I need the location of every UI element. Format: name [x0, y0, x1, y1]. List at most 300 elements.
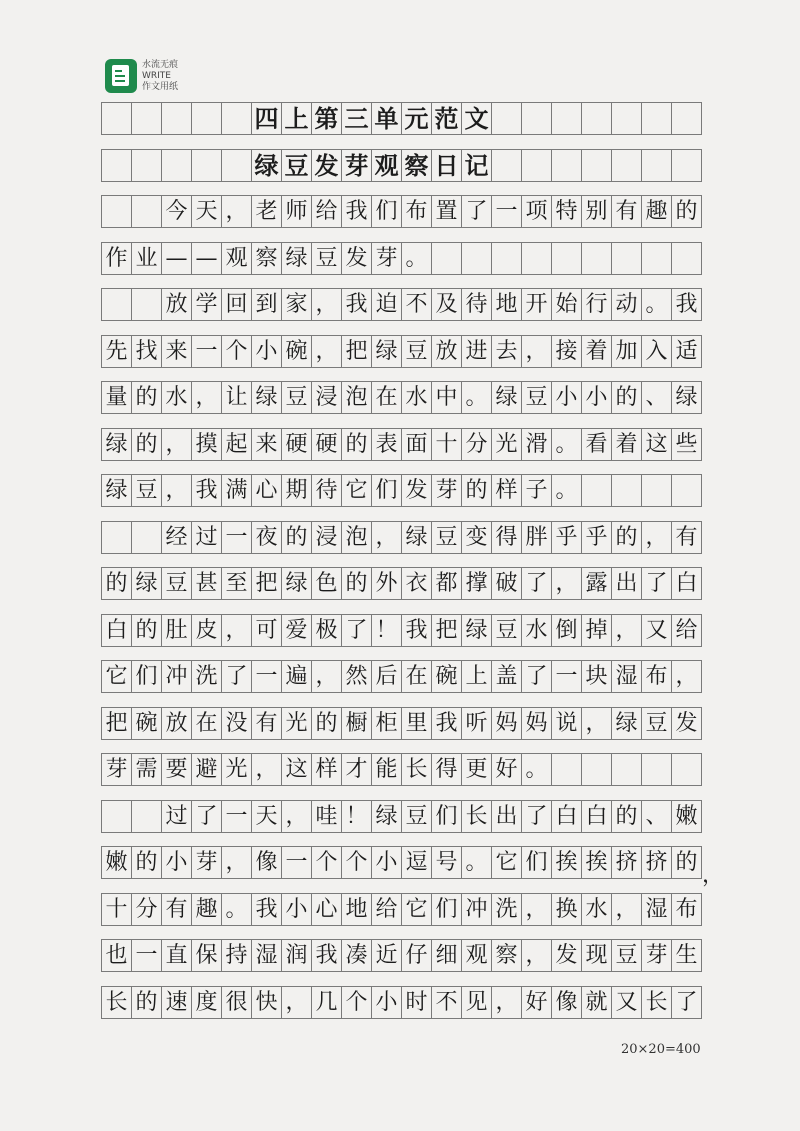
grid-cell: 就 [582, 987, 612, 1018]
grid-cell: 听 [462, 708, 492, 739]
grid-cell: 冲 [162, 661, 192, 692]
grid-cell: ， [642, 522, 672, 553]
grid-cell: 单 [372, 103, 402, 134]
grid-cell: 我 [672, 289, 702, 320]
grid-cell: 一 [282, 847, 312, 878]
grid-cell: 置 [432, 196, 462, 227]
grid-cell: ， [312, 336, 342, 367]
title-row [101, 149, 702, 182]
grid-cell: 盖 [492, 661, 522, 692]
grid-cell: 湿 [252, 940, 282, 971]
brand-logo [105, 59, 178, 93]
grid-cell: ！ [372, 615, 402, 646]
grid-cell: ， [522, 336, 552, 367]
grid-cell: 接 [552, 336, 582, 367]
grid-cell: 里 [402, 708, 432, 739]
grid-cell: ， [552, 568, 582, 599]
grid-cell: 我 [402, 615, 432, 646]
grid-row [101, 428, 702, 461]
grid-cell [132, 150, 162, 181]
grid-cell: 块 [582, 661, 612, 692]
grid-cell: 中 [432, 382, 462, 413]
grid-cell: 像 [552, 987, 582, 1018]
grid-cell: 芽 [432, 475, 462, 506]
grid-cell: 今 [162, 196, 192, 227]
grid-cell: 我 [312, 940, 342, 971]
grid-cell: 给 [312, 196, 342, 227]
grid-cell: ， [312, 661, 342, 692]
grid-cell: 有 [162, 894, 192, 925]
grid-cell: 我 [432, 708, 462, 739]
grid-cell: 的 [612, 382, 642, 413]
grid-cell: 。 [642, 289, 672, 320]
grid-cell: 芽 [342, 150, 372, 181]
grid-cell [492, 103, 522, 134]
grid-row [101, 381, 702, 414]
grid-cell: 布 [672, 894, 702, 925]
grid-cell [102, 522, 132, 553]
grid-cell: 现 [582, 940, 612, 971]
grid-cell: 。 [462, 847, 492, 878]
grid-cell: 碗 [432, 661, 462, 692]
grid-cell: 天 [192, 196, 222, 227]
grid-cell [552, 243, 582, 274]
grid-cell: ， [612, 615, 642, 646]
grid-cell: 豆 [402, 336, 432, 367]
grid-cell: 绿 [462, 615, 492, 646]
grid-cell: 。 [222, 894, 252, 925]
grid-cell: 适 [672, 336, 702, 367]
grid-cell: 个 [342, 847, 372, 878]
grid-cell: 天 [252, 801, 282, 832]
grid-cell: 绿 [282, 568, 312, 599]
grid-cell: 夜 [252, 522, 282, 553]
grid-cell: 给 [672, 615, 702, 646]
grid-cell: ， [192, 382, 222, 413]
grid-cell: 出 [612, 568, 642, 599]
grid-cell: ， [222, 615, 252, 646]
grid-cell: 过 [162, 801, 192, 832]
grid-row [101, 195, 702, 228]
grid-cell: 浸 [312, 382, 342, 413]
grid-cell: 生 [672, 940, 702, 971]
grid-cell: 这 [282, 754, 312, 785]
grid-cell: 泡 [342, 382, 372, 413]
grid-cell: 学 [192, 289, 222, 320]
grid-cell: 芽 [642, 940, 672, 971]
grid-cell: 豆 [492, 615, 522, 646]
grid-count-footer: 20×20=400 [621, 1042, 701, 1057]
grid-cell: 碗 [132, 708, 162, 739]
grid-cell: 的 [282, 522, 312, 553]
grid-cell: 了 [672, 987, 702, 1018]
grid-cell: 皮 [192, 615, 222, 646]
grid-row [101, 986, 702, 1019]
grid-cell: 然 [342, 661, 372, 692]
grid-row [101, 846, 702, 879]
grid-cell: 水 [582, 894, 612, 925]
grid-cell: 时 [402, 987, 432, 1018]
grid-cell: 快 [252, 987, 282, 1018]
grid-cell: — [192, 243, 222, 274]
grid-cell [102, 150, 132, 181]
grid-cell: 观 [372, 150, 402, 181]
grid-cell: 几 [312, 987, 342, 1018]
grid-cell: 它 [102, 661, 132, 692]
grid-cell: 了 [342, 615, 372, 646]
grid-cell: 水 [162, 382, 192, 413]
grid-cell: 样 [492, 475, 522, 506]
grid-cell [492, 150, 522, 181]
grid-cell [522, 150, 552, 181]
grid-cell: 豆 [642, 708, 672, 739]
grid-cell: 豆 [132, 475, 162, 506]
grid-cell: 不 [402, 289, 432, 320]
grid-cell: 及 [432, 289, 462, 320]
grid-cell: 哇 [312, 801, 342, 832]
grid-cell: 表 [372, 429, 402, 460]
grid-cell: 长 [402, 754, 432, 785]
grid-cell: 们 [372, 475, 402, 506]
grid-cell: 些 [672, 429, 702, 460]
grid-cell: 入 [642, 336, 672, 367]
grid-cell: 光 [282, 708, 312, 739]
grid-cell: ， [282, 987, 312, 1018]
grid-cell: 好 [522, 987, 552, 1018]
grid-cell: 的 [132, 987, 162, 1018]
grid-cell: ， [522, 940, 552, 971]
grid-cell: 观 [462, 940, 492, 971]
grid-cell: 得 [432, 754, 462, 785]
grid-cell [192, 103, 222, 134]
grid-cell: 元 [402, 103, 432, 134]
grid-cell: 项 [522, 196, 552, 227]
grid-cell: 长 [102, 987, 132, 1018]
grid-cell: 布 [402, 196, 432, 227]
grid-cell: 察 [402, 150, 432, 181]
grid-cell: 察 [492, 940, 522, 971]
grid-cell: 第 [312, 103, 342, 134]
grid-cell: 近 [372, 940, 402, 971]
grid-cell: 待 [312, 475, 342, 506]
grid-cell [132, 103, 162, 134]
grid-cell: 发 [312, 150, 342, 181]
grid-cell: ， [492, 987, 522, 1018]
grid-cell: 记 [462, 150, 492, 181]
grid-cell: 一 [192, 336, 222, 367]
grid-cell [612, 103, 642, 134]
grid-cell [162, 150, 192, 181]
grid-cell: 满 [222, 475, 252, 506]
grid-cell: 。 [462, 382, 492, 413]
grid-cell: 又 [642, 615, 672, 646]
grid-cell: ， [522, 894, 552, 925]
grid-cell: 的 [312, 708, 342, 739]
grid-cell: ， [222, 847, 252, 878]
grid-cell: 范 [432, 103, 462, 134]
grid-cell: 绿 [672, 382, 702, 413]
grid-cell: 我 [252, 894, 282, 925]
grid-cell [132, 289, 162, 320]
grid-cell: 好 [492, 754, 522, 785]
grid-cell: 这 [642, 429, 672, 460]
grid-cell: 妈 [522, 708, 552, 739]
grid-cell: 发 [402, 475, 432, 506]
grid-row [101, 288, 702, 321]
grid-cell: 来 [162, 336, 192, 367]
grid-cell [612, 754, 642, 785]
grid-row [101, 614, 702, 647]
grid-cell: 至 [222, 568, 252, 599]
grid-cell: 绿 [492, 382, 522, 413]
grid-cell: 加 [612, 336, 642, 367]
grid-cell: 硬 [312, 429, 342, 460]
grid-cell: 四 [252, 103, 282, 134]
grid-cell [432, 243, 462, 274]
grid-cell: 嫩 [102, 847, 132, 878]
grid-cell: ， [372, 522, 402, 553]
grid-cell: 了 [642, 568, 672, 599]
grid-cell: 量 [102, 382, 132, 413]
grid-cell: 业 [132, 243, 162, 274]
grid-cell: 样 [312, 754, 342, 785]
grid-row [101, 335, 702, 368]
grid-cell: 小 [162, 847, 192, 878]
grid-cell: 心 [252, 475, 282, 506]
brand-text [142, 60, 178, 93]
grid-row [101, 660, 702, 693]
grid-cell: 在 [192, 708, 222, 739]
grid-cell: 迫 [372, 289, 402, 320]
grid-cell: 水 [522, 615, 552, 646]
grid-cell: 一 [252, 661, 282, 692]
grid-cell: ， [672, 661, 702, 692]
grid-cell: 看 [582, 429, 612, 460]
grid-cell: 绿 [612, 708, 642, 739]
grid-cell: 们 [132, 661, 162, 692]
notebook-icon [105, 59, 137, 93]
grid-cell: 的 [342, 568, 372, 599]
grid-cell: — [162, 243, 192, 274]
grid-cell: 摸 [192, 429, 222, 460]
grid-cell: 面 [402, 429, 432, 460]
title-row [101, 102, 702, 135]
grid-cell: 说 [552, 708, 582, 739]
grid-cell: 光 [492, 429, 522, 460]
grid-cell: 经 [162, 522, 192, 553]
grid-cell: 了 [192, 801, 222, 832]
grid-cell: 个 [342, 987, 372, 1018]
grid-cell: 芽 [192, 847, 222, 878]
grid-cell: 逗 [402, 847, 432, 878]
grid-cell: 洗 [192, 661, 222, 692]
grid-cell: 开 [522, 289, 552, 320]
grid-cell: 要 [162, 754, 192, 785]
grid-cell: 豆 [282, 382, 312, 413]
grid-cell: 白 [552, 801, 582, 832]
grid-cell: 有 [612, 196, 642, 227]
grid-cell: 放 [432, 336, 462, 367]
grid-cell: 放 [162, 289, 192, 320]
grid-cell: 度 [192, 987, 222, 1018]
grid-cell: 绿 [282, 243, 312, 274]
grid-cell: 着 [582, 336, 612, 367]
grid-cell: 十 [432, 429, 462, 460]
grid-cell: 放 [162, 708, 192, 739]
grid-cell: 湿 [612, 661, 642, 692]
grid-cell: 分 [132, 894, 162, 925]
grid-cell: 一 [132, 940, 162, 971]
grid-cell [102, 289, 132, 320]
grid-cell: 避 [192, 754, 222, 785]
grid-cell: 了 [522, 661, 552, 692]
grid-cell: 找 [132, 336, 162, 367]
grid-cell: 挤 [612, 847, 642, 878]
grid-cell: 保 [192, 940, 222, 971]
grid-cell: 家 [282, 289, 312, 320]
grid-cell: 长 [462, 801, 492, 832]
grid-cell: 的 [462, 475, 492, 506]
grid-cell: 碗 [282, 336, 312, 367]
grid-cell: 文 [462, 103, 492, 134]
grid-cell: 乎 [582, 522, 612, 553]
grid-cell: 破 [492, 568, 522, 599]
grid-cell: 三 [342, 103, 372, 134]
grid-cell: 着 [612, 429, 642, 460]
grid-cell: 发 [672, 708, 702, 739]
grid-cell: 、 [642, 801, 672, 832]
overflow-punctuation: ， [702, 863, 725, 888]
grid-cell: 个 [312, 847, 342, 878]
grid-cell: ， [252, 754, 282, 785]
grid-cell: 冲 [462, 894, 492, 925]
grid-cell: 挨 [552, 847, 582, 878]
grid-cell: 了 [462, 196, 492, 227]
brand-name-cn: 水流无痕 [142, 59, 179, 70]
grid-cell: 小 [282, 894, 312, 925]
grid-cell: 嫩 [672, 801, 702, 832]
grid-cell: 日 [432, 150, 462, 181]
grid-cell: 让 [222, 382, 252, 413]
grid-cell: 发 [552, 940, 582, 971]
grid-cell: 绿 [132, 568, 162, 599]
grid-cell: 我 [342, 289, 372, 320]
grid-cell [492, 243, 522, 274]
grid-cell: 布 [642, 661, 672, 692]
grid-row [101, 521, 702, 554]
grid-cell: 在 [372, 382, 402, 413]
grid-cell [672, 475, 702, 506]
grid-cell: 。 [522, 754, 552, 785]
grid-cell: 绿 [102, 429, 132, 460]
grid-cell: 柜 [372, 708, 402, 739]
grid-cell: 湿 [642, 894, 672, 925]
grid-cell: 们 [372, 196, 402, 227]
grid-cell [522, 103, 552, 134]
grid-cell: 极 [312, 615, 342, 646]
grid-row [101, 800, 702, 833]
grid-cell: 发 [342, 243, 372, 274]
grid-cell: 个 [222, 336, 252, 367]
grid-cell [582, 754, 612, 785]
grid-cell [642, 475, 672, 506]
grid-cell: 们 [522, 847, 552, 878]
grid-cell: 外 [372, 568, 402, 599]
grid-cell [612, 243, 642, 274]
grid-cell: 的 [132, 615, 162, 646]
grid-cell: 的 [612, 522, 642, 553]
grid-cell: 遍 [282, 661, 312, 692]
grid-cell: 小 [582, 382, 612, 413]
grid-cell: 别 [582, 196, 612, 227]
grid-cell: ， [222, 196, 252, 227]
grid-cell: 在 [402, 661, 432, 692]
grid-cell [582, 243, 612, 274]
grid-cell: 趣 [642, 196, 672, 227]
grid-cell: 老 [252, 196, 282, 227]
grid-cell: 润 [282, 940, 312, 971]
grid-cell: 豆 [612, 940, 642, 971]
grid-row [101, 567, 702, 600]
grid-cell: 一 [552, 661, 582, 692]
grid-cell: 们 [432, 894, 462, 925]
grid-cell: 撑 [462, 568, 492, 599]
grid-cell: 变 [462, 522, 492, 553]
grid-cell [582, 103, 612, 134]
grid-cell: 掉 [582, 615, 612, 646]
grid-cell: 水 [402, 382, 432, 413]
grid-cell: ， [162, 429, 192, 460]
grid-cell: 的 [672, 847, 702, 878]
grid-cell: 小 [552, 382, 582, 413]
grid-cell: 都 [432, 568, 462, 599]
grid-cell: 持 [222, 940, 252, 971]
grid-row [101, 242, 702, 275]
grid-cell: 需 [132, 754, 162, 785]
grid-cell: ， [162, 475, 192, 506]
grid-cell: 见 [462, 987, 492, 1018]
grid-cell: 凑 [342, 940, 372, 971]
grid-cell: 芽 [372, 243, 402, 274]
grid-cell: 橱 [342, 708, 372, 739]
grid-cell: 出 [492, 801, 522, 832]
grid-cell: 妈 [492, 708, 522, 739]
grid-cell: 肚 [162, 615, 192, 646]
grid-cell: 乎 [552, 522, 582, 553]
grid-cell [552, 754, 582, 785]
grid-row [101, 753, 702, 786]
grid-row [101, 474, 702, 507]
grid-cell: 绿 [102, 475, 132, 506]
grid-cell: 豆 [282, 150, 312, 181]
grid-cell: 一 [492, 196, 522, 227]
grid-cell [462, 243, 492, 274]
grid-cell [132, 196, 162, 227]
grid-cell: 白 [102, 615, 132, 646]
grid-cell [642, 103, 672, 134]
grid-cell: 的 [132, 429, 162, 460]
grid-cell [102, 103, 132, 134]
grid-cell: 没 [222, 708, 252, 739]
grid-cell: 甚 [192, 568, 222, 599]
grid-cell [582, 150, 612, 181]
grid-cell [222, 103, 252, 134]
grid-cell: 胖 [522, 522, 552, 553]
grid-cell: 察 [252, 243, 282, 274]
grid-cell: 分 [462, 429, 492, 460]
grid-cell: 师 [282, 196, 312, 227]
grid-cell: 白 [582, 801, 612, 832]
